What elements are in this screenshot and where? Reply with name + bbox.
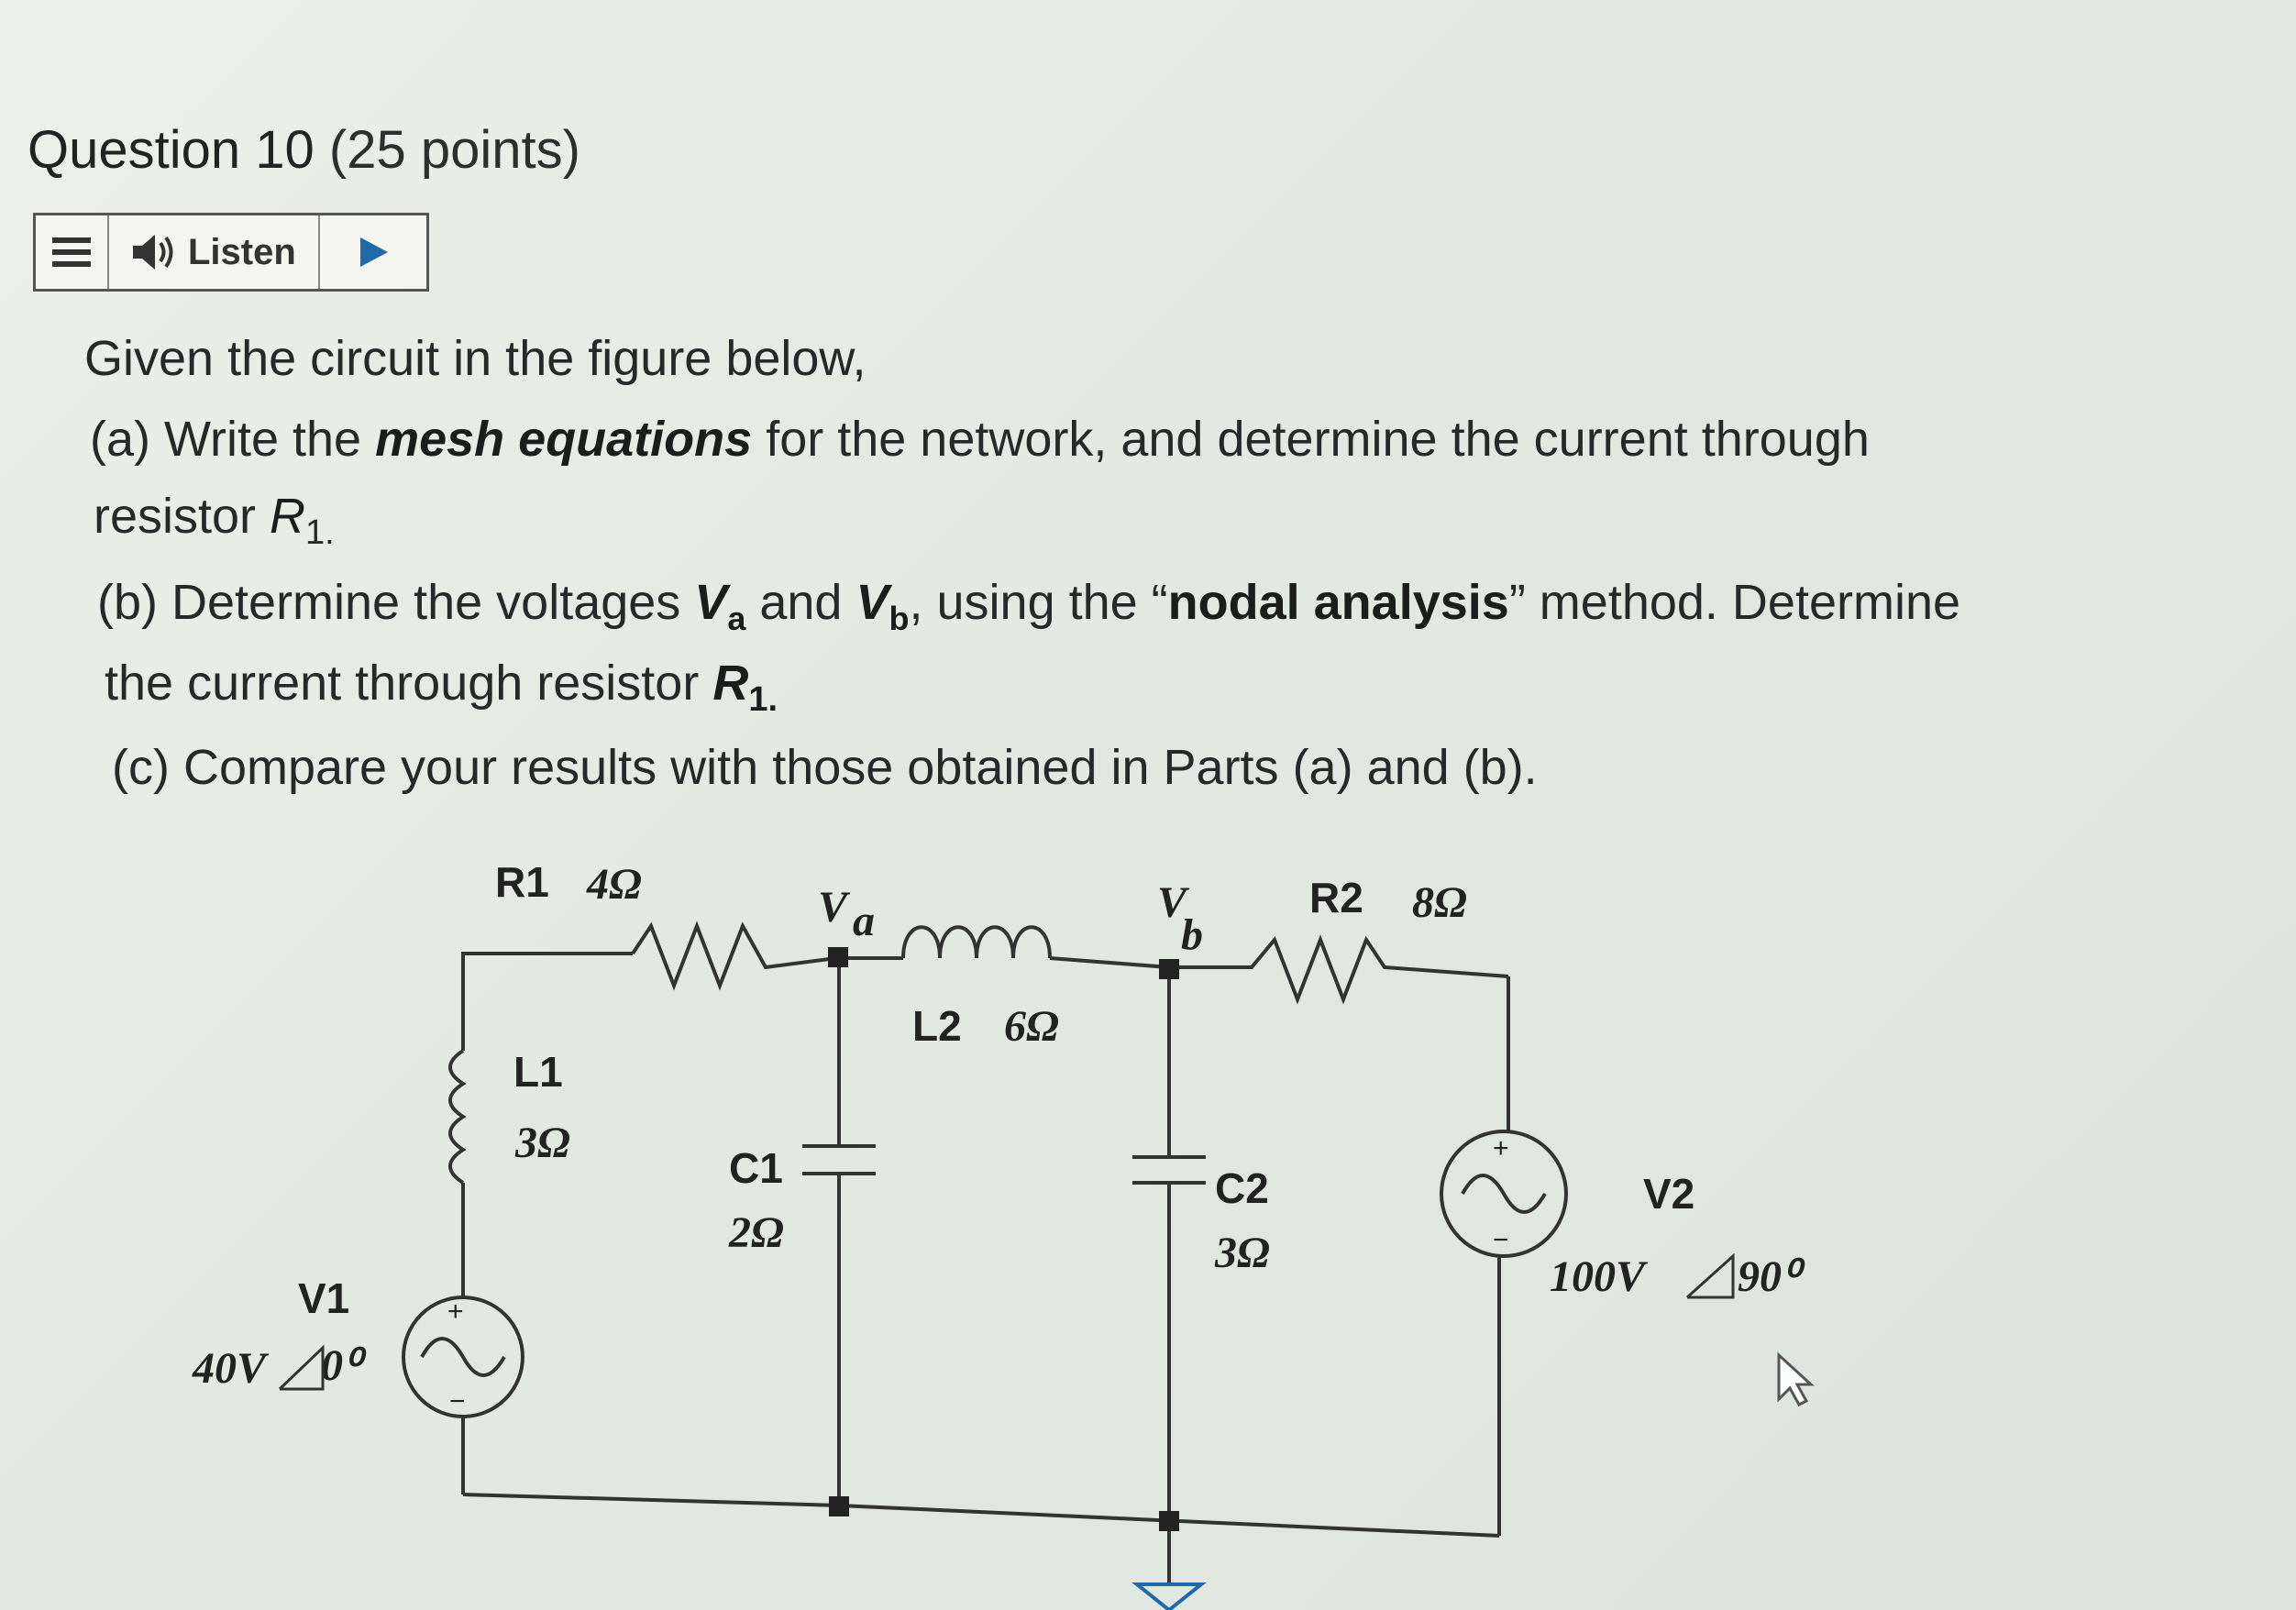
question-intro: Given the circuit in the figure below, [84,331,867,386]
Vb-label: V [1157,878,1187,927]
svg-text:−: − [449,1386,466,1417]
L2-value: 6Ω [1004,1002,1059,1051]
R1-value: 4Ω [587,860,642,909]
V1-value: 40V [193,1344,267,1393]
question-points: (25 points) [328,120,580,180]
C2-value: 3Ω [1215,1229,1270,1277]
Va-label: V [818,883,848,932]
R2-label: R2 [1309,874,1363,921]
svg-text:+: + [1493,1133,1509,1163]
R1-label: R1 [495,858,549,906]
C1-value: 2Ω [729,1208,784,1257]
question-part-b-line2: the current through resistor $R_{1.}$ [105,656,778,719]
cursor-icon [1779,1355,1811,1405]
Vb-sub: b [1181,910,1203,959]
R2-value: 8Ω [1412,878,1467,927]
svg-text:−: − [1493,1225,1509,1255]
svg-text:+: + [447,1296,464,1327]
question-part-a: (a) Write the mesh equations for the network, and determine the current through [90,412,1870,467]
question-number: Question 10 [28,120,315,180]
L1-value: 3Ω [515,1119,570,1167]
question-part-b: (b) Determine the voltages $V_a$ and $V_b$, using the “nodal analysis” method. Determine [97,575,1961,637]
L2-label: L2 [912,1002,962,1050]
V2-angle: 90⁰ [1738,1252,1800,1301]
V1-label: V1 [298,1274,350,1322]
V2-value: 100V [1550,1252,1646,1301]
question-part-a-line2: resistor $R_{1.}$ [94,489,335,552]
V2-label: V2 [1643,1170,1695,1218]
listen-label: Listen [188,231,296,272]
question-part-c: (c) Compare your results with those obtained in Parts (a) and (b). [112,740,1538,795]
Va-sub: a [853,897,875,945]
C1-label: C1 [729,1144,783,1192]
C2-label: C2 [1215,1164,1269,1212]
L1-label: L1 [513,1048,563,1096]
V1-angle: 0⁰ [321,1341,361,1390]
